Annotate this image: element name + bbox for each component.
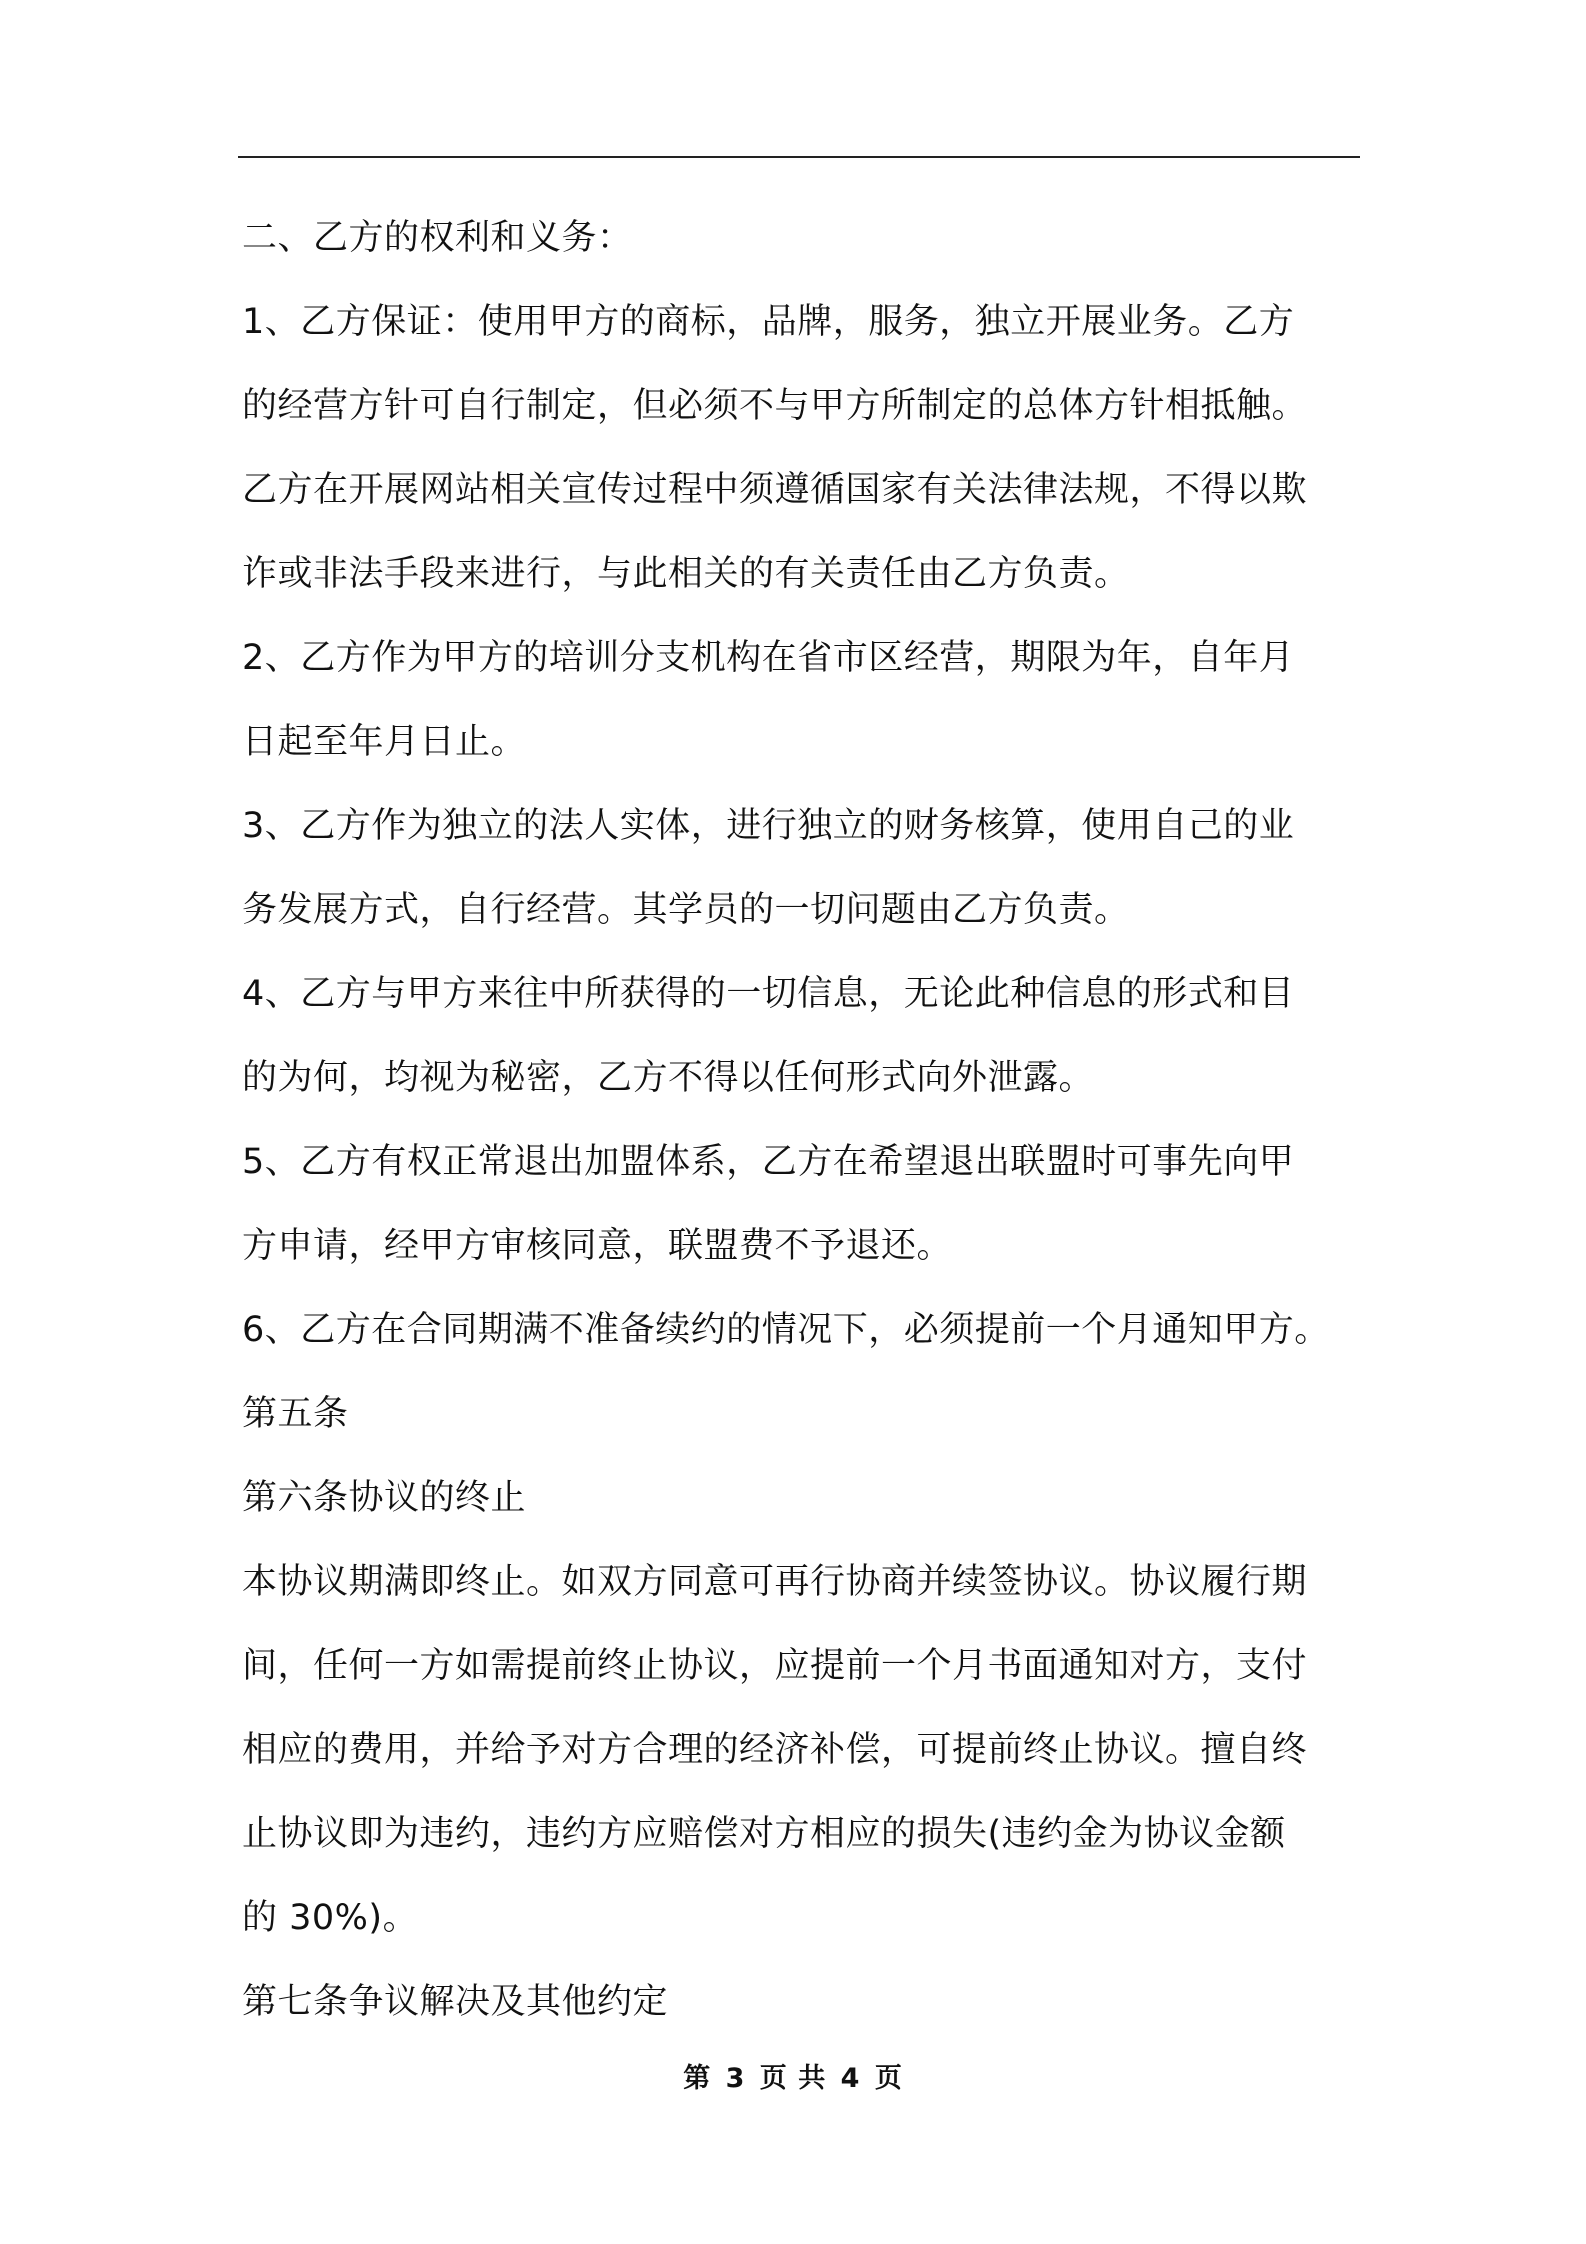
footer-page-number: 3 bbox=[725, 2063, 746, 2094]
paragraph-line: 诈或非法手段来进行，与此相关的有关责任由乙方负责。 bbox=[242, 554, 1130, 594]
paragraph-line: 本协议期满即终止。如双方同意可再行协商并续签协议。协议履行期 bbox=[242, 1562, 1308, 1602]
footer-suffix: 页 bbox=[874, 2063, 903, 2094]
section-heading: 二、乙方的权利和义务： bbox=[242, 218, 633, 258]
footer-middle: 页 共 bbox=[759, 2063, 827, 2094]
paragraph-line: 的为何，均视为秘密，乙方不得以任何形式向外泄露。 bbox=[242, 1058, 1095, 1098]
paragraph-line: 间，任何一方如需提前终止协议，应提前一个月书面通知对方，支付 bbox=[242, 1646, 1308, 1686]
paragraph-line: 日起至年月日止。 bbox=[242, 722, 527, 762]
paragraph-line: 止协议即为违约，违约方应赔偿对方相应的损失(违约金为协议金额 bbox=[242, 1814, 1286, 1854]
footer-total-pages: 4 bbox=[840, 2063, 861, 2094]
paragraph-line: 务发展方式，自行经营。其学员的一切问题由乙方负责。 bbox=[242, 890, 1130, 930]
paragraph-line: 方申请，经甲方审核同意，联盟费不予退还。 bbox=[242, 1226, 953, 1266]
paragraph-line: 4、乙方与甲方来往中所获得的一切信息，无论此种信息的形式和目 bbox=[242, 974, 1295, 1014]
paragraph-line: 1、乙方保证：使用甲方的商标，品牌，服务，独立开展业务。乙方 bbox=[242, 302, 1295, 342]
paragraph-line: 的经营方针可自行制定，但必须不与甲方所制定的总体方针相抵触。 bbox=[242, 386, 1308, 426]
paragraph-line: 3、乙方作为独立的法人实体，进行独立的财务核算，使用自己的业 bbox=[242, 806, 1295, 846]
paragraph-line: 5、乙方有权正常退出加盟体系，乙方在希望退出联盟时可事先向甲 bbox=[242, 1142, 1295, 1182]
article-heading: 第七条争议解决及其他约定 bbox=[242, 1982, 669, 2022]
document-body bbox=[242, 196, 1372, 2044]
paragraph-line: 6、乙方在合同期满不准备续约的情况下，必须提前一个月通知甲方。 bbox=[242, 1310, 1330, 1350]
footer-prefix: 第 bbox=[683, 2063, 712, 2094]
article-heading: 第六条协议的终止 bbox=[242, 1478, 527, 1518]
paragraph-line: 乙方在开展网站相关宣传过程中须遵循国家有关法律法规，不得以欺 bbox=[242, 470, 1308, 510]
paragraph-line: 相应的费用，并给予对方合理的经济补偿，可提前终止协议。擅自终 bbox=[242, 1730, 1308, 1770]
article-heading: 第五条 bbox=[242, 1394, 349, 1434]
paragraph-line: 的 30%)。 bbox=[242, 1898, 419, 1938]
page-footer bbox=[0, 2056, 1586, 2095]
header-rule bbox=[238, 156, 1360, 158]
paragraph-line: 2、乙方作为甲方的培训分支机构在省市区经营，期限为年，自年月 bbox=[242, 638, 1295, 678]
